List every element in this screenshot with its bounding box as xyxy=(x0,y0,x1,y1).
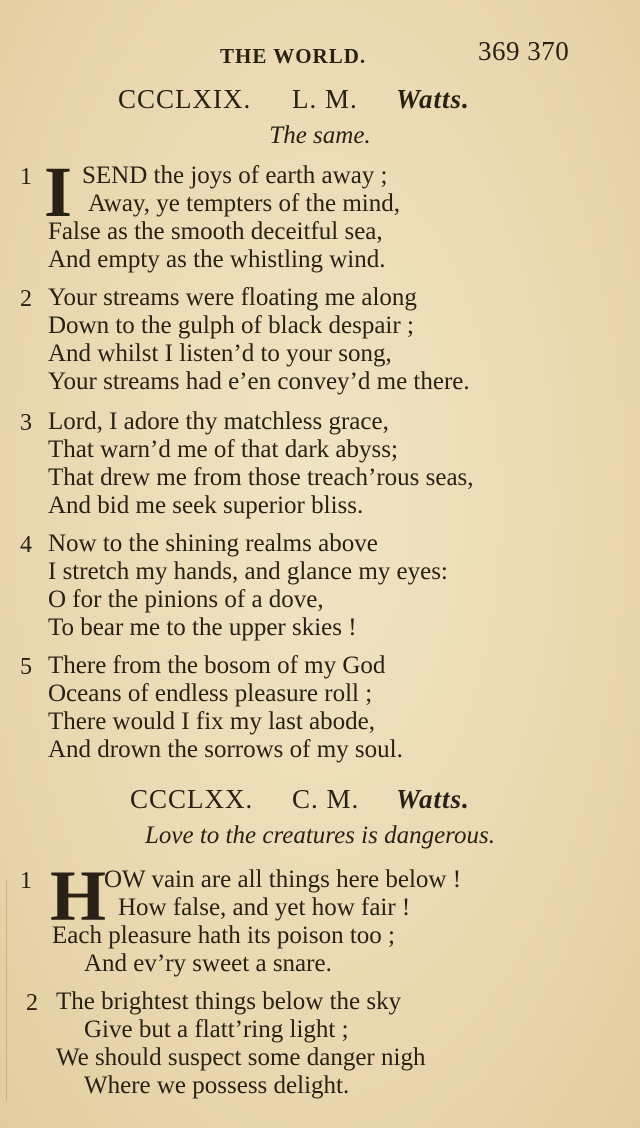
hymn-author: Watts. xyxy=(396,784,470,814)
margin-rule xyxy=(6,880,7,1100)
verse-line: And drown the sorrows of my soul. xyxy=(48,736,403,763)
stanza-number: 5 xyxy=(20,654,32,680)
verse-line: Each pleasure hath its poison too ; xyxy=(52,922,395,949)
stanza-number: 2 xyxy=(26,990,38,1016)
hymn-meter: L. M. xyxy=(292,84,358,114)
verse-line: And empty as the whistling wind. xyxy=(48,246,386,273)
verse-line: Now to the shining realms above xyxy=(48,530,378,557)
verse-line: That drew me from those treach’rous seas, xyxy=(48,464,474,491)
drop-cap: I xyxy=(44,152,73,232)
stanza-number: 2 xyxy=(20,286,32,312)
verse-line: SEND the joys of earth away ; xyxy=(82,162,388,189)
verse-line: O for the pinions of a dove, xyxy=(48,586,324,613)
hymn-number: CCCLXIX. xyxy=(118,84,252,114)
verse-line: The brightest things below the sky xyxy=(56,988,402,1015)
verse-line: There from the bosom of my God xyxy=(48,652,386,679)
verse-line: That warn’d me of that dark abyss; xyxy=(48,436,398,463)
hymn-title: Love to the creatures is dangerous. xyxy=(145,822,495,849)
drop-cap: H xyxy=(50,856,107,936)
verse-line: How false, and yet how fair ! xyxy=(118,894,411,921)
hymn-meter: C. M. xyxy=(292,784,360,814)
verse-line: OW vain are all things here below ! xyxy=(104,866,462,893)
verse-line: False as the smooth deceitful sea, xyxy=(48,218,383,245)
verse-line: And whilst I listen’d to your song, xyxy=(48,340,392,367)
verse-line: Where we possess delight. xyxy=(84,1072,350,1099)
verse-line: And ev’ry sweet a snare. xyxy=(84,950,332,977)
hymn-number: CCCLXX. xyxy=(130,784,254,814)
verse-line: Your streams had e’en convey’d me there. xyxy=(48,368,470,395)
verse-line: There would I fix my last abode, xyxy=(48,708,375,735)
verse-line: Oceans of endless pleasure roll ; xyxy=(48,680,373,707)
verse-line: Away, ye tempters of the mind, xyxy=(88,190,400,217)
verse-line: Down to the gulph of black despair ; xyxy=(48,312,414,339)
verse-line: And bid me seek superior bliss. xyxy=(48,492,364,519)
verse-line: We should suspect some danger nigh xyxy=(56,1044,426,1071)
page-numbers: 369 370 xyxy=(478,36,570,66)
verse-line: Your streams were floating me along xyxy=(48,284,417,311)
verse-line: Lord, I adore thy matchless grace, xyxy=(48,408,389,435)
hymn-title: The same. xyxy=(269,122,371,149)
stanza-number: 1 xyxy=(20,868,32,894)
verse-line: Give but a flatt’ring light ; xyxy=(84,1016,349,1043)
stanza-number: 3 xyxy=(20,410,32,436)
hymn-author: Watts. xyxy=(396,84,470,114)
stanza-number: 4 xyxy=(20,532,32,558)
page-header xyxy=(0,36,640,76)
verse-line: To bear me to the upper skies ! xyxy=(48,614,357,641)
running-head: THE WORLD. xyxy=(220,44,367,68)
verse-line: I stretch my hands, and glance my eyes: xyxy=(48,558,448,585)
stanza-number: 1 xyxy=(20,164,32,190)
